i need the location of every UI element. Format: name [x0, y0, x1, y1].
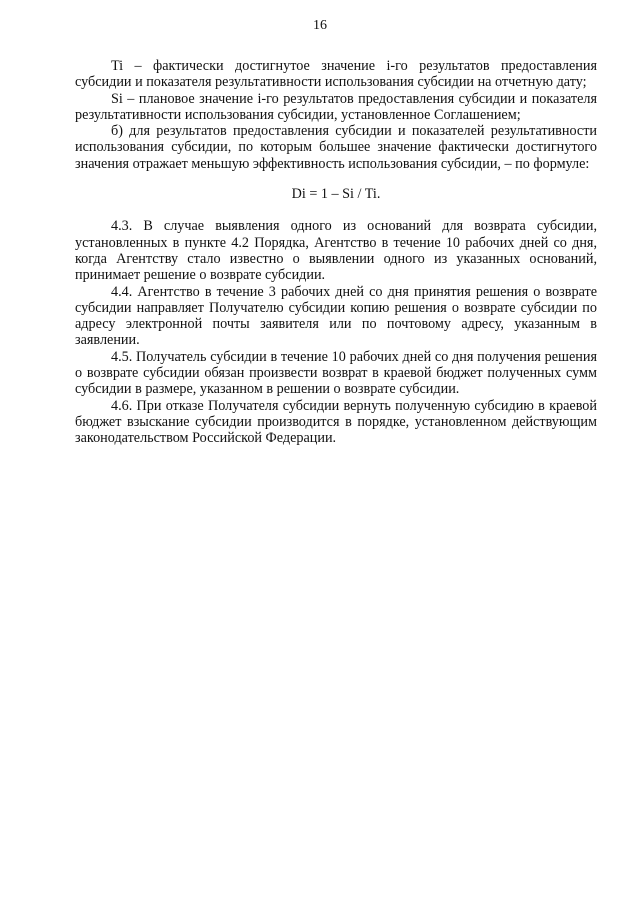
document-body: [75, 58, 597, 447]
clause-4-4: 4.4. Агентство в течение 3 рабочих дней со дня принятия решения о возврате субсидии направляет Получателю субсидии копию решения о возврате субсидии по адресу электронной почты заявителя или по почтовому адресу, указанным в заявлении.: [75, 283, 597, 349]
clause-4-3: 4.3. В случае выявления одного из оснований для возврата субсидии, установленных в пункте 4.2 Порядка, Агентство в течение 10 рабочих дней со дня, когда Агентству стало известно о выявлении одного из указанных оснований, принимает решение о возврате субсидии.: [75, 218, 597, 284]
definition-si: Si – плановое значение i-го результатов предоставления субсидии и показателя результативности использования субсидии, установленное Соглашением;: [75, 90, 597, 123]
formula: Di = 1 – Si / Ti.: [291, 186, 381, 203]
clause-4-5: 4.5. Получатель субсидии в течение 10 рабочих дней со дня получения решения о возврате субсидии обязан произвести возврат в краевой бюджет полученных сумм субсидии в размере, указанном в решении о возврате субсидии.: [75, 348, 597, 398]
clause-4-6: 4.6. При отказе Получателя субсидии вернуть полученную субсидию в краевой бюджет взыскание субсидии производится в порядке, установленном действующим законодательством Российской Федерации.: [75, 397, 597, 447]
page-number: 16: [313, 18, 327, 33]
definition-b: б) для результатов предоставления субсидии и показателей результативности использования субсидии, по которым большее значение фактически достигнутого значения отражает меньшую эффективность использования субсидии, – по формуле:: [75, 123, 597, 172]
definition-ti: Ti – фактически достигнутое значение i-го результатов предоставления субсидии и показателя результативности использования субсидии на отчетную дату;: [75, 58, 597, 91]
